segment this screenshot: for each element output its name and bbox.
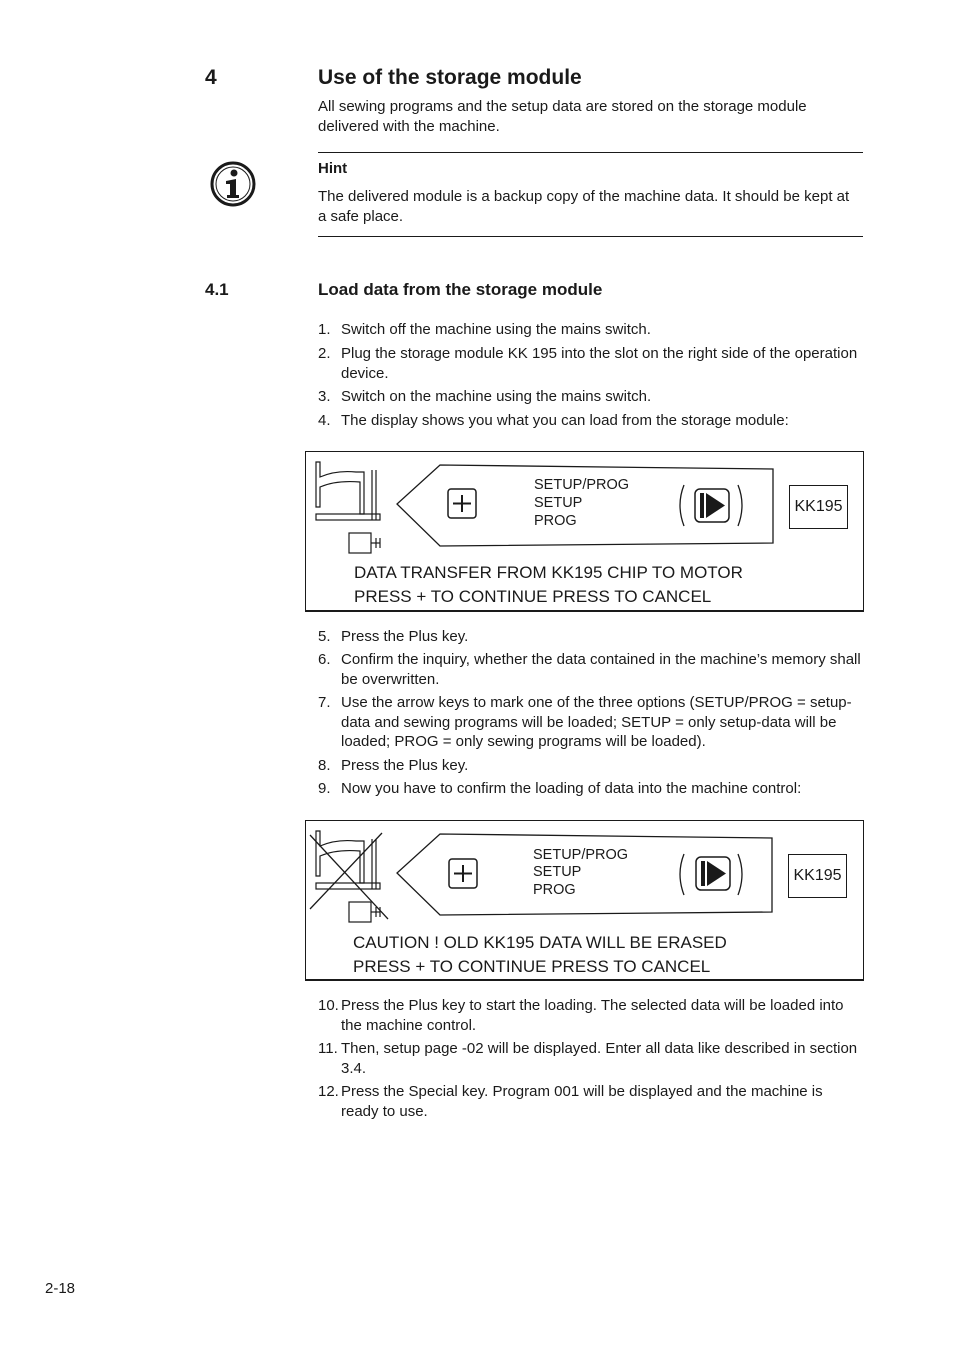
option-prog: PROG [534,513,577,529]
list-item: 5. Press the Plus key. [318,628,469,645]
display-message-line-2: PRESS + TO CONTINUE PRESS TO CANCEL [354,587,712,606]
list-item: 8. Press the Plus key. [318,757,469,774]
list-item: 9. Now you have to confirm the loading of data into the machine control: [318,780,802,797]
option-setup: SETUP [534,495,583,511]
subsection-number: 4.1 [205,280,229,299]
play-key-icon [680,854,742,895]
option-setup: SETUP [533,864,582,880]
hint-text: The delivered module is a backup copy of the machine data. It should be kept at a safe place. [318,188,850,225]
plus-key-icon [448,489,476,518]
display-message-line-1: CAUTION ! OLD KK195 DATA WILL BE ERASED [353,933,727,952]
list-item: 7. Use the arrow keys to mark one of the three options (SETUP/PROG = setup-data and sewing programs will be loaded; SETUP = only setup-data will be loaded; PROG = only sewing programs will be loaded). [318,694,852,750]
list-item: 3. Switch on the machine using the mains switch. [318,388,652,405]
list-item: 12. Press the Special key. Program 001 will be displayed and the machine is ready to use. [318,1083,823,1120]
sewing-machine-crossed-icon [310,831,388,922]
list-item: 11. Then, setup page -02 will be displayed. Enter all data like described in section 3.4. [318,1040,858,1077]
section-title: Use of the storage module [318,66,582,89]
module-label: KK195 [789,485,848,529]
sewing-machine-icon [316,462,380,553]
list-item: 6. Confirm the inquiry, whether the data contained in the machine’s memory shall be overwritten. [318,651,861,688]
section-number: 4 [205,66,217,89]
option-setup-prog: SETUP/PROG [533,847,629,863]
option-setup-prog: SETUP/PROG [534,477,630,493]
list-item: 2. Plug the storage module KK 195 into the slot on the right side of the operation device. [318,345,858,382]
display-panel-caution [305,820,864,981]
display-panel-transfer [305,451,864,612]
section-intro: All sewing programs and the setup data are stored on the storage module delivered with the machine. [318,98,807,135]
play-key-icon [680,485,742,526]
hint-title: Hint [318,160,348,177]
page-number: 2-18 [45,1280,76,1297]
option-prog: PROG [533,882,576,898]
plus-key-icon [449,859,477,888]
info-icon [209,160,257,208]
display-message-line-2: PRESS + TO CONTINUE PRESS TO CANCEL [353,957,711,976]
list-item: 1. Switch off the machine using the mains switch. [318,321,651,338]
list-item: 4. The display shows you what you can load from the storage module: [318,412,789,429]
subsection-title: Load data from the storage module [318,280,603,299]
display-message-line-1: DATA TRANSFER FROM KK195 CHIP TO MOTOR [354,563,743,582]
module-label: KK195 [788,854,847,898]
list-item: 10. Press the Plus key to start the loading. The selected data will be loaded into the machine control. [318,997,844,1034]
